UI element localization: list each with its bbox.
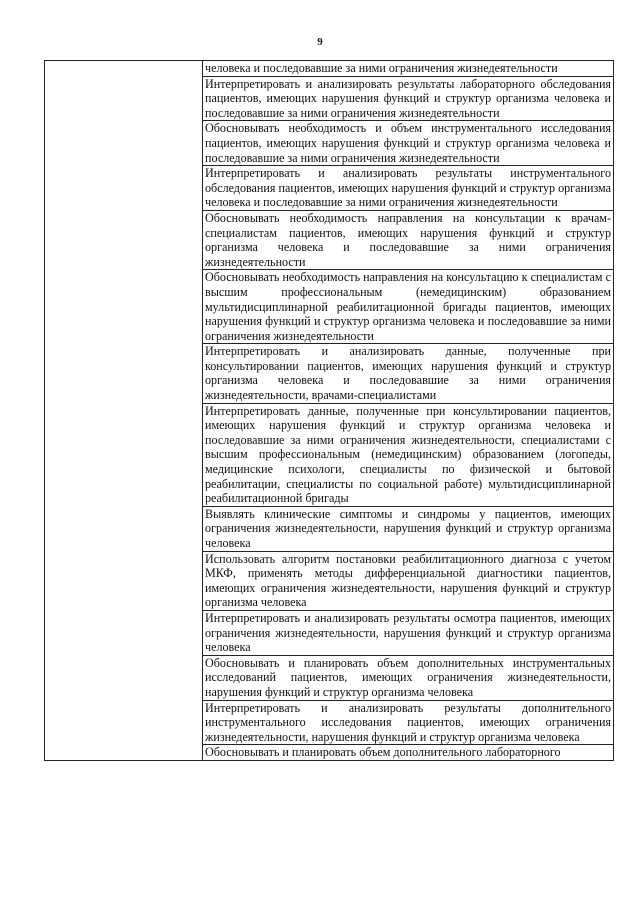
skill-text: Интерпретировать и анализировать данные, полученные при консультировании пациентов, имеющих нарушения функций и структур организма человека и последовавшие за ними ограничения жизнедеятельности, врачами-специалистами	[205, 344, 611, 403]
skill-cell	[203, 655, 614, 700]
skill-text: Интерпретировать и анализировать результаты инструментального обследования пациентов, имеющих нарушения функций и структур организма человека и последовавшие за ними ограничения жизнедеятельности	[205, 166, 611, 210]
skill-cell	[203, 551, 614, 610]
skill-cell	[203, 506, 614, 551]
skill-cell	[203, 403, 614, 506]
skill-text: Интерпретировать данные, полученные при консультировании пациентов, имеющих нарушения функций и структур организма человека и последовавшие за ними ограничения жизнедеятельности, специалистами с высшим профессиональным (немедицинским) образованием (логопеды, медицинские психологи, специалисты по физической и бытовой реабилитации, специалисты по социальной работе) мультидисциплинарной реабилитационной бригады	[205, 403, 611, 506]
requirements-table	[44, 60, 614, 761]
skill-text: Использовать алгоритм постановки реабилитационного диагноза с учетом МКФ, применять методы дифференциальной диагностики пациентов, имеющих ограничения жизнедеятельности, нарушения функций и структур организма человека	[205, 551, 611, 610]
skill-text: человека и последовавшие за ними ограничения жизнедеятельности	[205, 61, 558, 75]
skill-text: Обосновывать необходимость направления на консультации к врачам-специалистам пациентов, имеющих нарушения функций и структур организма человека и последовавшие за ними ограничения жизнедеятельности	[205, 210, 611, 269]
skill-cell	[203, 76, 614, 121]
skill-text: Обосновывать и планировать объем дополнительных инструментальных исследований пациентов, имеющих ограничения жизнедеятельности, нарушения функций и структур организма человека	[205, 655, 611, 699]
skill-cell	[203, 270, 614, 344]
skill-cell	[203, 61, 614, 77]
skill-cell	[203, 745, 614, 761]
page-number: 9	[317, 36, 323, 48]
skill-cell	[203, 210, 614, 269]
left-column-cell	[45, 61, 203, 761]
skill-text: Интерпретировать и анализировать результаты дополнительного инструментального исследования пациентов, имеющих ограничения жизнедеятельности, нарушения функций и структур организма человека	[205, 700, 611, 744]
skill-text: Обосновывать и планировать объем дополнительного лабораторного	[205, 745, 561, 760]
skill-cell	[203, 166, 614, 211]
skill-text: Обосновывать необходимость и объем инструментального исследования пациентов, имеющих нарушения функций и структур организма человека и последовавшие за ними ограничения жизнедеятельности	[205, 121, 611, 165]
skill-text: Интерпретировать и анализировать результаты лабораторного обследования пациентов, имеющих нарушения функций и структур организма человека и последовавшие за ними ограничения жизнедеятельности	[205, 76, 611, 120]
skill-cell	[203, 344, 614, 403]
skill-cell	[203, 700, 614, 745]
skill-cell	[203, 121, 614, 166]
table-row	[45, 61, 614, 77]
skill-text: Интерпретировать и анализировать результаты осмотра пациентов, имеющих ограничения жизнедеятельности, нарушения функций и структур организма человека	[205, 610, 611, 655]
skill-text: Выявлять клинические симптомы и синдромы у пациентов, имеющих ограничения жизнедеятельности, нарушения функций и структур организма человека	[205, 506, 611, 550]
skill-cell	[203, 610, 614, 655]
skill-text: Обосновывать необходимость направления на консультацию к специалистам с высшим профессиональным (немедицинским) образованием мультидисциплинарной реабилитационной бригады пациентов, имеющих нарушения функций и структур организма человека и последовавшие за ними ограничения жизнедеятельности	[205, 270, 611, 343]
